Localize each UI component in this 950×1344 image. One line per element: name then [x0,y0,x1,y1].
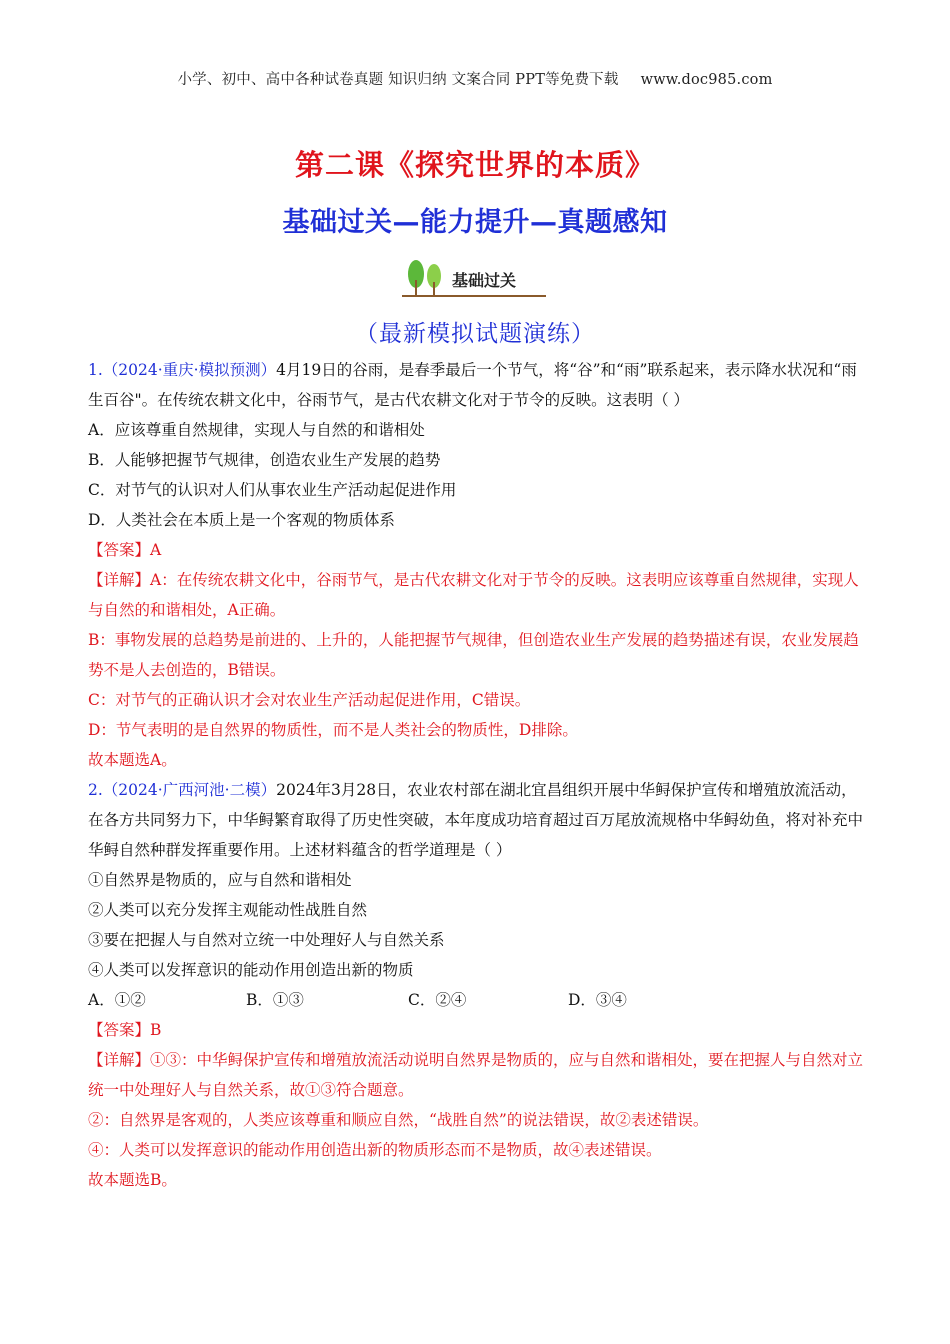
question-2-statement-4: ④人类可以发挥意识的能动作用创造出新的物质 [88,961,414,979]
question-1-option-a: A．应该尊重自然规律，实现人与自然的和谐相处 [88,421,425,439]
question-1-detail-c: C：对节气的正确认识才会对农业生产活动起促进作用，C错误。 [88,691,531,709]
question-2-option-b: B．①③ [246,991,304,1009]
question-2-options [88,985,864,1015]
question-1-conclusion: 故本题选A。 [88,751,177,769]
question-2-number: 2. [88,781,103,799]
question-2-option-d: D．③④ [568,991,627,1009]
question-1-option-b: B．人能够把握节气规律，创造农业生产发展的趋势 [88,451,441,469]
question-2-option-c: C．②④ [408,991,467,1009]
question-2-conclusion: 故本题选B。 [88,1171,177,1189]
question-1-detail-a: 【详解】A：在传统农耕文化中，谷雨节气，是古代农耕文化对于节令的反映。这表明应该尊重自然规律，实现人与自然的和谐相处，A正确。 [88,571,859,619]
question-2-answer: 【答案】B [88,1021,162,1039]
question-2-detail-4: ④：人类可以发挥意识的能动作用创造出新的物质形态而不是物质，故④表述错误。 [88,1141,662,1159]
question-2-statement-3: ③要在把握人与自然对立统一中处理好人与自然关系 [88,931,445,949]
header-site-link[interactable]: www.doc985.com [640,72,773,88]
question-1-answer: 【答案】A [88,541,162,559]
question-1-number: 1. [88,361,103,379]
question-1-option-c: C．对节气的认识对人们从事农业生产活动起促进作用 [88,481,457,499]
question-1-text: 4月19日的谷雨，是春季最后一个节气，将“谷”和“雨”联系起来，表示降水状况和“雨生百谷"。在传统农耕文化中，谷雨节气，是古代农耕文化对于节令的反映。这表明（ ） [88,361,857,409]
question-2-option-a: A．①② [88,991,146,1009]
question-1-option-d: D．人类社会在本质上是一个客观的物质体系 [88,511,395,529]
question-2-detail-13: 【详解】①③：中华鲟保护宣传和增殖放流活动说明自然界是物质的，应与自然和谐相处，要在把握人与自然对立统一中处理好人与自然关系，故①③符合题意。 [88,1051,864,1099]
question-2-detail-2: ②：自然界是客观的，人类应该尊重和顺应自然，“战胜自然”的说法错误，故②表述错误。 [88,1111,709,1129]
page-header [0,68,950,89]
question-1-detail-b: B：事物发展的总趋势是前进的、上升的，人能把握节气规律，但创造农业生产发展的趋势描述有误，农业发展趋势不是人去创造的，B错误。 [88,631,859,679]
question-2-stem [88,775,864,865]
question-2-statement-2: ②人类可以充分发挥主观能动性战胜自然 [88,901,368,919]
header-text: 小学、初中、高中各种试卷真题 知识归纳 文案合同 PPT等免费下载 [177,72,619,88]
section-badge [400,256,550,300]
question-1-stem [88,355,864,415]
question-2-statement-1: ①自然界是物质的，应与自然和谐相处 [88,871,352,889]
question-1-detail-d: D：节气表明的是自然界的物质性，而不是人类社会的物质性，D排除。 [88,721,578,739]
badge-label: 基础过关 [452,271,517,290]
question-list [88,355,864,1195]
page-title: 第二课《探究世界的本质》 [294,148,655,182]
question-2-text: 2024年3月28日，农业农村部在湖北宜昌组织开展中华鲟保护宣传和增殖放流活动，在各方共同努力下，中华鲟繁育取得了历史性突破，本年度成功培育超过百万尾放流规格中华鲟幼鱼，将对补充中华鲟自然种群发挥重要作用。上述材料蕴含的哲学道理是（ ） [88,781,864,859]
section-title: （最新模拟试题演练） [355,321,595,347]
question-2-source: （2024·广西河池·二模） [102,781,277,799]
question-1-source: （2024·重庆·模拟预测） [102,361,277,379]
page-subtitle: 基础过关—能力提升—真题感知 [282,207,668,238]
